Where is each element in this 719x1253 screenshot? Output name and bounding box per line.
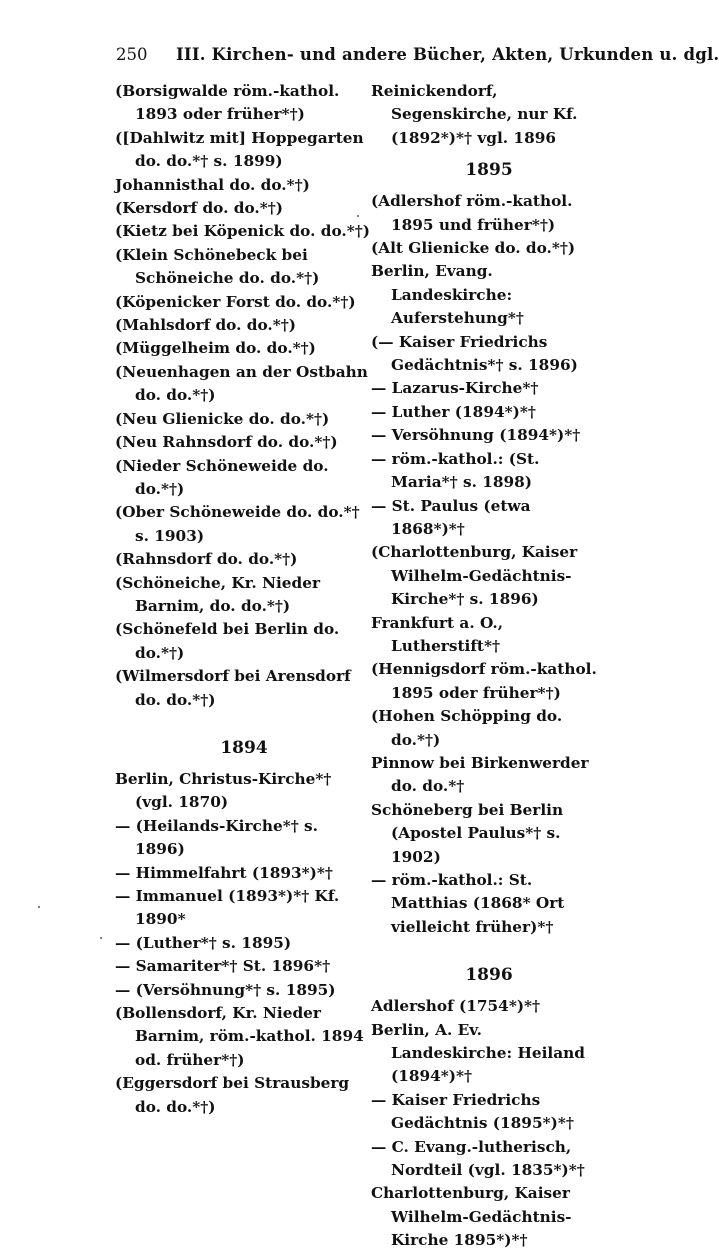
year-heading-1895: 1895: [465, 160, 513, 181]
list-item: Adlershof (1754*)*†: [371, 997, 541, 1016]
list-item: — Lazarus-Kirche*†: [371, 379, 539, 398]
list-item: — röm.-kathol.: (St. Maria*† s. 1898): [371, 449, 540, 492]
list-item: (Klein Schönebeck bei Schöneiche do. do.*†): [115, 245, 320, 288]
list-item: — Samariter*† St. 1896*†: [115, 957, 331, 976]
list-item: — (Heilands-Kirche*† s. 1896): [115, 816, 318, 859]
list-item: (Mahlsdorf do. do.*†): [115, 316, 296, 335]
list-item: (Neu Glienicke do. do.*†): [115, 409, 330, 428]
list-item: (Hennigsdorf röm.-kathol. 1895 oder früher*†): [371, 660, 597, 702]
right-column: [371, 80, 607, 1253]
list-item: (Kersdorf do. do.*†): [115, 199, 283, 218]
page-header: [116, 43, 719, 71]
list-item: — (Versöhnung*† s. 1895): [115, 980, 336, 999]
list-item: (Müggelheim do. do.*†): [115, 339, 316, 358]
list-item: — Kaiser Friedrichs Gedächtnis (1895*)*†: [371, 1090, 574, 1133]
list-item: (Schöneiche, Kr. Nieder Barnim, do. do.*†): [115, 573, 321, 615]
print-speck: [38, 906, 40, 908]
list-item: (Bollensdorf, Kr. Nieder Barnim, röm.-kathol. 1894 od. früher*†): [115, 1004, 364, 1069]
running-head: III. Kirchen- und andere Bücher, Akten, Urkunden u. dgl.: [176, 45, 719, 64]
list-item: (Rahnsdorf do. do.*†): [115, 550, 298, 569]
page-number: 250: [116, 45, 148, 64]
list-item: Frankfurt a. O., Lutherstift*†: [371, 613, 504, 655]
list-item: Pinnow bei Birkenwerder do. do.*†: [371, 753, 589, 796]
list-item: (Nieder Schöneweide do. do.*†): [115, 456, 329, 498]
left-column: [115, 80, 373, 1119]
list-item: — C. Evang.-lutherisch, Nordteil (vgl. 1835*)*†: [371, 1137, 585, 1180]
list-item: (Hohen Schöpping do. do.*†): [371, 707, 563, 749]
list-item: — Versöhnung (1894*)*†: [371, 426, 581, 445]
list-item: Berlin, Evang. Landeskirche: Auferstehung*†: [371, 262, 524, 328]
list-item: — Immanuel (1893*)*† Kf. 1890*: [115, 887, 340, 929]
list-item: (Neuenhagen an der Ostbahn do. do.*†): [115, 362, 368, 405]
list-item: Reinickendorf, Segenskirche, nur Kf. (1892*)*† vgl. 1896: [371, 82, 578, 147]
list-item: (Ober Schöneweide do. do.*† s. 1903): [115, 503, 360, 545]
print-speck: [357, 215, 359, 217]
list-item: (Schönefeld bei Berlin do. do.*†): [115, 620, 340, 662]
list-item: (Adlershof röm.-kathol. 1895 und früher*†): [371, 192, 573, 234]
list-item: (Borsigwalde röm.-kathol. 1893 oder früher*†): [115, 82, 340, 124]
list-item: ([Dahlwitz mit] Hoppegarten do. do.*† s. 1899): [115, 128, 364, 171]
list-item: — röm.-kathol.: St. Matthias (1868* Ort vielleicht früher)*†: [371, 871, 565, 936]
list-item: Berlin, A. Ev. Landeskirche: Heiland (1894*)*†: [371, 1020, 585, 1086]
list-item: Charlottenburg, Kaiser Wilhelm-Gedächtnis-Kirche 1895*)*†: [371, 1184, 572, 1250]
list-item: — St. Paulus (etwa 1868*)*†: [371, 496, 531, 538]
list-item: (Kietz bei Köpenick do. do.*†): [115, 222, 370, 241]
list-item: (Wilmersdorf bei Arensdorf do. do.*†): [115, 667, 351, 709]
print-speck: [100, 937, 102, 939]
list-item: Schöneberg bei Berlin (Apostel Paulus*† s. 1902): [371, 800, 564, 866]
list-item: Johannisthal do. do.*†): [115, 175, 310, 194]
list-item: Berlin, Christus-Kirche*† (vgl. 1870): [115, 769, 332, 812]
list-item: (Alt Glienicke do. do.*†): [371, 239, 576, 258]
list-item: — Luther (1894*)*†: [371, 402, 536, 421]
list-item: — (Luther*† s. 1895): [115, 933, 292, 952]
list-item: (Neu Rahnsdorf do. do.*†): [115, 433, 338, 452]
list-item: (Eggersdorf bei Strausberg do. do.*†): [115, 1074, 350, 1116]
list-item: (Charlottenburg, Kaiser Wilhelm-Gedächtnis-Kirche*† s. 1896): [371, 543, 578, 609]
year-heading-1896: 1896: [465, 965, 513, 986]
list-item: (— Kaiser Friedrichs Gedächtnis*† s. 1896): [371, 332, 578, 375]
year-heading-1894: 1894: [220, 737, 268, 758]
list-item: (Köpenicker Forst do. do.*†): [115, 292, 356, 311]
list-item: — Himmelfahrt (1893*)*†: [115, 863, 333, 882]
